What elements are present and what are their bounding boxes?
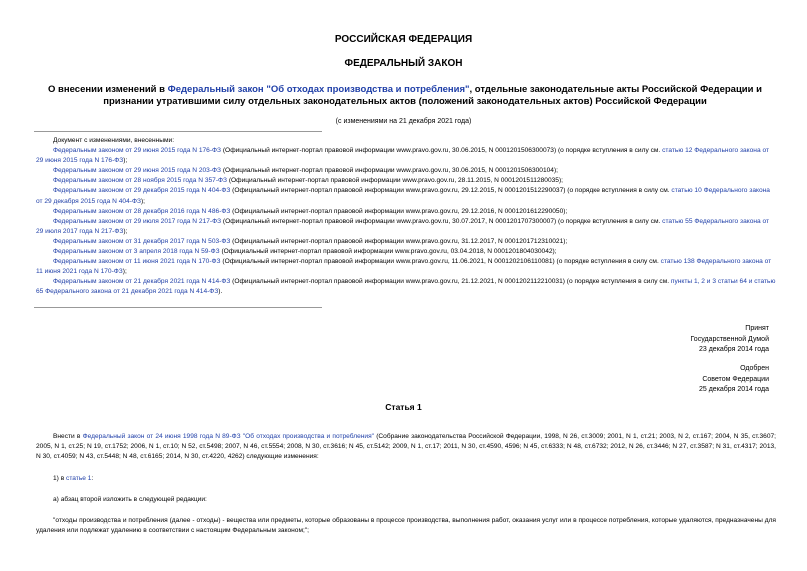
article-paragraph-3	[36, 495, 776, 505]
amendment-tail: ).	[218, 288, 223, 296]
paragraph-text: Внести в	[53, 433, 83, 440]
amendment-item	[36, 166, 776, 176]
amendment-tail: );	[140, 197, 145, 205]
paragraph-text: (Собрание законодательства Российской Федерации, 1998, N 26, ст.3009; 2001, N 1, ст.21; 2003, N 2, ст.167; 2004, N 35, ст.3607; 2005, N 1, ст.25; N 19, ст.1752; 2006, N 1, ст.10; N 52, ст.5498; 2007, N 46, ст.5554; 2008, N 30, ст.3616; N 45, ст.5142; 2009, N 1, ст.17; 2011, N 30, ст.4590, 4596; N 45, ст.6333; N 48, ст.6732; 2012, N 26, ст.3446; N 27, ст.3587; N 31, ст.4317; 2013, N 30, ст.4059; N 43, ст.5448; N 48, ст.6165; 2014, N 30, ст.4220, 4262) следующие изменения:	[36, 433, 776, 461]
amending-law-link[interactable]: Федеральным законом от 29 июня 2015 года N 203-ФЗ	[53, 167, 222, 175]
paragraph-text: :	[91, 475, 94, 482]
amendment-text: (Официальный интернет-портал правовой информации www.pravo.gov.ru, 21.12.2021, N 0001202112210031) (о порядке вступления в силу см.	[230, 278, 671, 286]
law-title-link[interactable]: Федеральный закон "Об отходах производства и потребления"	[167, 84, 470, 95]
federal-law-89-link[interactable]: Федеральный закон от 24 июня 1998 года N 89-ФЗ "Об отходах производства и потребления"	[82, 433, 375, 440]
amending-law-link[interactable]: Федеральным законом от 3 апреля 2018 года N 59-ФЗ	[53, 248, 220, 256]
amendment-text: (Официальный интернет-портал правовой информации www.pravo.gov.ru, 31.12.2017, N 0001201712310021);	[230, 237, 568, 245]
amendment-text: (Официальный интернет-портал правовой информации www.pravo.gov.ru, 03.04.2018, N 0001201804030042);	[219, 248, 557, 256]
amending-law-link[interactable]: Федеральным законом от 31 декабря 2017 года N 503-ФЗ	[53, 237, 231, 245]
amending-law-link[interactable]: Федеральным законом от 11 июня 2021 года N 170-ФЗ	[53, 258, 221, 266]
amendment-text: (Официальный интернет-портал правовой информации www.pravo.gov.ru, 29.12.2016, N 0001201612290050);	[230, 207, 568, 215]
article-paragraph-4	[36, 516, 776, 536]
amendments-list	[36, 136, 776, 298]
amendment-text: (Официальный интернет-портал правовой информации www.pravo.gov.ru, 29.12.2015, N 0001201512290037) (о порядке вступления в силу см.	[230, 187, 672, 195]
amendment-item	[36, 186, 776, 206]
effective-date-link[interactable]: статью 55 Федерального закона от 29 июля 2017 года N 217-ФЗ	[36, 217, 770, 235]
amendment-item	[36, 217, 776, 237]
law-title-prefix: О внесении изменений в	[48, 84, 168, 95]
effective-date-link[interactable]: статью 12 Федерального закона от 29 июня 2015 года N 176-ФЗ	[36, 147, 769, 165]
amendment-tail: );	[123, 227, 128, 235]
amendment-item	[36, 176, 776, 186]
paragraph-text: а) абзац второй изложить в следующей редакции:	[53, 496, 207, 503]
adoption-duma	[569, 324, 769, 356]
amendments-lead: Документ с изменениями, внесенными:	[53, 137, 175, 144]
adoption-line: Одобрен	[740, 365, 769, 372]
amending-law-link[interactable]: Федеральным законом от 28 ноября 2015 года N 357-ФЗ	[53, 177, 228, 185]
adoption-line: Советом Федерации	[702, 375, 769, 383]
amending-law-link[interactable]: Федеральным законом от 29 июля 2017 года N 217-ФЗ	[53, 217, 222, 225]
effective-date-link[interactable]: статью 10 Федерального закона от 29 декабря 2015 года N 404-ФЗ	[36, 187, 770, 205]
amendment-item	[36, 207, 776, 217]
country-heading: РОССИЙСКАЯ ФЕДЕРАЦИЯ	[334, 34, 473, 45]
law-title	[30, 84, 780, 108]
article-1-link[interactable]: статье 1	[66, 475, 92, 482]
amendment-text: (Официальный интернет-портал правовой информации www.pravo.gov.ru, 30.07.2017, N 0001201707300007) (о порядке вступления в силу см.	[221, 217, 663, 225]
amendments-items	[36, 146, 776, 297]
amendment-text: (Официальный интернет-портал правовой информации www.pravo.gov.ru, 11.06.2021, N 0001202106110081) (о порядке вступления в силу см.	[220, 258, 661, 266]
amendment-item	[36, 277, 776, 297]
article-title: Статья 1	[385, 402, 422, 412]
amending-law-link[interactable]: Федеральным законом от 29 июня 2015 года N 176-ФЗ	[53, 147, 222, 155]
amendment-tail: );	[122, 268, 127, 276]
amendment-text: (Официальный интернет-портал правовой информации www.pravo.gov.ru, 28.11.2015, N 0001201511280035);	[227, 177, 563, 185]
amendment-item	[36, 146, 776, 166]
law-title-suffix: , отдельные законодательные акты Российской Федерации и признании утратившими силу отдельных законодательных актов (положений законодательных актов) Российской Федерации	[103, 84, 762, 107]
amendment-text: (Официальный интернет-портал правовой информации www.pravo.gov.ru, 30.06.2015, N 0001201506300104);	[221, 167, 558, 175]
adoption-line: 23 декабря 2014 года	[698, 346, 769, 353]
law-type-heading: ФЕДЕРАЛЬНЫЙ ЗАКОН	[344, 58, 463, 69]
amending-law-link[interactable]: Федеральным законом от 29 декабря 2015 года N 404-ФЗ	[53, 187, 231, 195]
adoption-council	[569, 364, 769, 396]
amendment-item	[36, 237, 776, 247]
amendment-tail: );	[123, 157, 128, 165]
amendment-item	[36, 257, 776, 277]
article-paragraph-1	[36, 432, 776, 463]
amending-law-link[interactable]: Федеральным законом от 21 декабря 2021 года N 414-ФЗ	[53, 278, 231, 286]
divider-top	[34, 131, 322, 132]
amending-law-link[interactable]: Федеральным законом от 28 декабря 2016 года N 486-ФЗ	[53, 207, 231, 215]
amendment-item	[36, 247, 776, 257]
adoption-line: Государственной Думой	[690, 335, 769, 343]
effective-date-link[interactable]: пункты 1, 2 и 3 статьи 64 и статью 65 Федерального закона от 21 декабря 2021 года N 414-ФЗ	[36, 278, 776, 296]
adoption-line: 25 декабря 2014 года	[698, 386, 769, 393]
paragraph-text: "отходы производства и потребления (далее - отходы) - вещества или предметы, которые образованы в процессе производства, выполнения работ, оказания услуг или в процессе потребления, которые удаляются, предназначены для удаления или подлежат удалению в соответствии с настоящим Федеральным законом;";	[36, 517, 776, 535]
amendment-text: (Официальный интернет-портал правовой информации www.pravo.gov.ru, 30.06.2015, N 0001201506300073) (о порядке вступления в силу см.	[221, 147, 663, 155]
effective-date-link[interactable]: статью 138 Федерального закона от 11 июня 2021 года N 170-ФЗ	[36, 258, 772, 276]
article-paragraph-2	[36, 474, 776, 484]
divider-bottom	[34, 307, 322, 308]
paragraph-text: 1) в	[53, 475, 67, 482]
adoption-line: Принят	[745, 325, 769, 332]
revision-note: (с изменениями на 21 декабря 2021 года)	[335, 118, 472, 125]
